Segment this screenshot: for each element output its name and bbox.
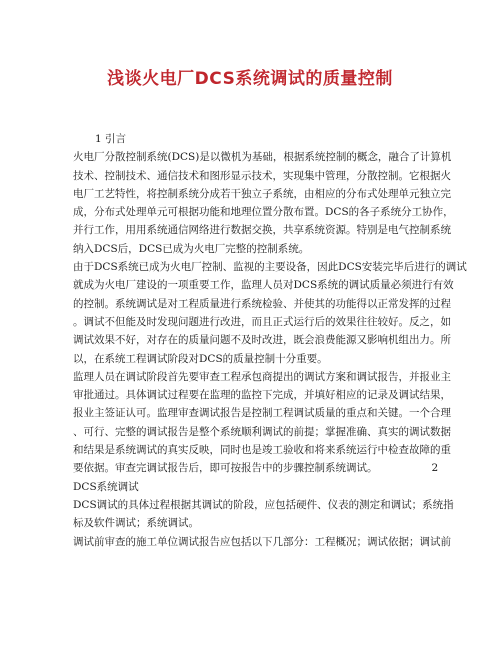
body-line: 和结果是系统调试的真实反映，同时也是竣工验收和将来系统运行中检查故障的重 (73, 444, 451, 457)
body-line: 由于DCS系统已成为火电厂控制、监视的主要设备，因此DCS安装完毕后进行的调试 (73, 261, 467, 274)
body-line: 并行工作，用用系统通信网络进行数据交换，共享系统资源。特别是电气控制系统 (73, 224, 451, 237)
body-line: 的控制。系统调试是对工程质量进行系统检验、并使其的功能得以正常发挥的过程 (73, 297, 451, 310)
body-line: 火电厂分散控制系统(DCS)是以微机为基础，根据系统控制的概念，融合了计算机 (73, 151, 452, 164)
body-line: 调试前审查的施工单位调试报告应包括以下几部分：工程概况；调试依据；调试前 (73, 535, 451, 548)
body-line: 就成为火电厂建设的一项重要工作，监理人员对DCS系统的调试质量必须进行有效 (73, 279, 454, 292)
body-line: 调试效果不好，对存在的质量问题不及时改进，既会浪费能源又影响机组出力。所 (73, 334, 451, 347)
body-line: 成，分布式处理单元可根据功能和地理位置分散布置。DCS的各子系统分工协作， (73, 206, 454, 219)
document-title: 浅谈火电厂DCS系统调试的质量控制 (107, 69, 393, 89)
body-line-text: 要依据。审查完调试报告后，即可按报告中的步骤控制系统调试。 (73, 462, 378, 475)
body-line: 报业主签证认可。监理审查调试报告是控制工程调试质量的重点和关键。一个合理 (73, 407, 451, 420)
body-line: 技术、控制技术、通信技术和图形显示技术，实现集中管理，分散控制。它根据火 (73, 169, 451, 182)
body-line: 。调试不但能及时发现问题进行改进，而且正式运行后的效果往往较好。反之，如 (73, 315, 451, 328)
body-line: DCS调试的具体过程根据其调试的阶段，应包括硬件、仪表的测定和调试；系统指 (73, 498, 454, 511)
document-body (73, 130, 467, 551)
body-line: 电厂工艺特性，将控制系统分成若干独立子系统，由相应的分布式处理单元独立完 (73, 187, 451, 200)
body-line: 、可行、完整的调试报告是整个系统顺利调试的前提；掌握准确、真实的调试数据 (73, 425, 451, 438)
page-number: 2 (431, 462, 439, 475)
body-line: 以，在系统工程调试阶段对DCS的质量控制十分重要。 (73, 352, 328, 365)
section-heading-introduction: 1 引言 (95, 133, 127, 145)
body-line: 标及软件调试；系统调试。 (73, 517, 199, 530)
body-line: 纳入DCS后，DCS已成为火电厂完整的控制系统。 (73, 242, 310, 255)
section-heading-dcs-debugging: DCS系统调试 (73, 480, 139, 493)
body-line: 监理人员在调试阶段首先要审查工程承包商提出的调试方案和调试报告，并报业主 (73, 370, 451, 383)
body-line-with-page-number (73, 459, 439, 477)
body-line: 审批通过。具体调试过程要在监理的监控下完成，并填好相应的记录及调试结果， (73, 389, 451, 402)
